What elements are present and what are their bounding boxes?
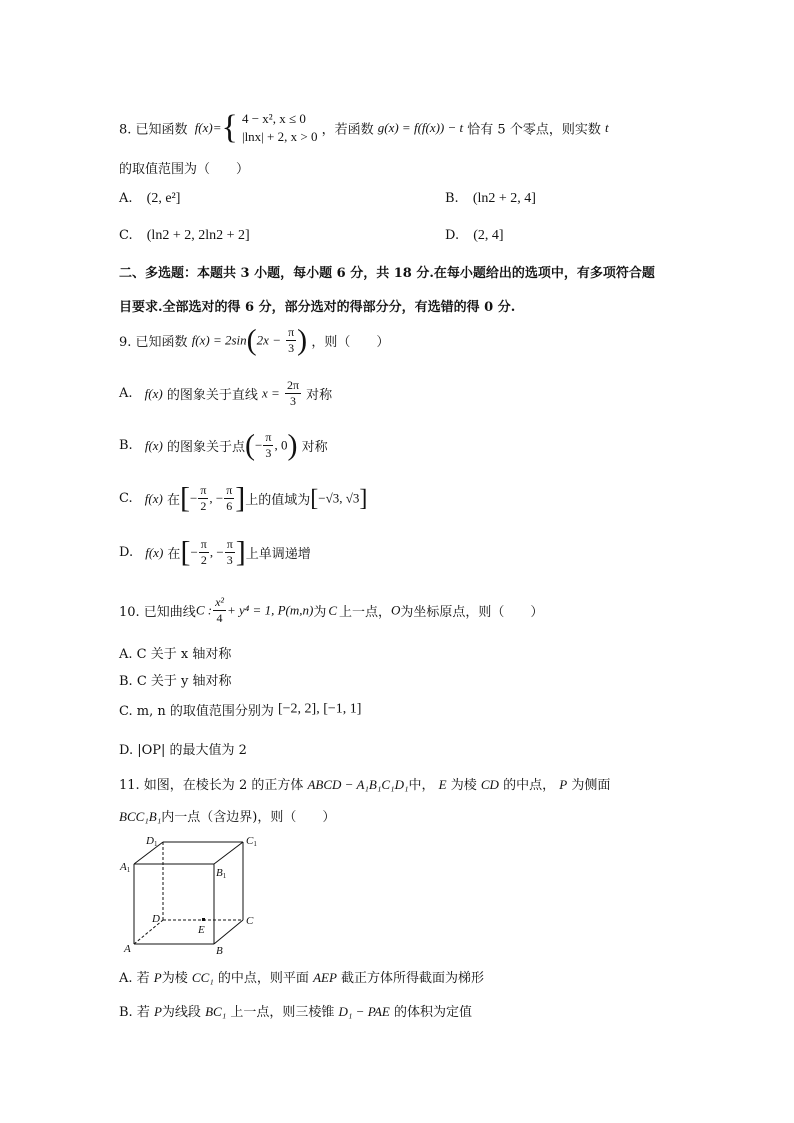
- q10-frac-num: x²: [215, 595, 224, 609]
- q8-piece1: 4 − x², x ≤ 0: [241, 111, 306, 126]
- q11-option-b-p: P: [153, 1004, 162, 1019]
- label-a1: A1: [120, 861, 131, 874]
- q9-option-a-fraction: [285, 378, 301, 409]
- q8-option-b-label: B.: [445, 191, 459, 206]
- q9-option-c-range: −√3, √3: [318, 490, 360, 506]
- q9-option-d-text1: 在: [167, 547, 181, 562]
- q10-option-d[interactable]: D. |OP| 的最大值为 2: [119, 743, 247, 758]
- q11-line2: [119, 806, 335, 825]
- q9-option-c-num1: π: [200, 483, 207, 497]
- q11-cube: ABCD − A₁B₁C₁D₁: [307, 777, 409, 792]
- q11-cd: CD: [480, 777, 499, 792]
- q8-stem: 8. 已知函数 f(x)={ 4 − x², x ≤ 0 |lnx| + 2, x > 0 ，若函数 g(x) = f(f(x)) − t 恰有 5 个零点，则实数 t: [119, 109, 609, 146]
- q9-option-b-den: 3: [265, 446, 272, 460]
- label-e: E: [198, 924, 205, 936]
- q8-option-d-label: D.: [445, 228, 460, 243]
- q10-option-c[interactable]: [119, 700, 361, 724]
- q10-suffix1: 为: [313, 605, 327, 620]
- q9-option-d-num2: π: [226, 537, 233, 551]
- q8-prefix: 8. 已知函数: [119, 122, 188, 138]
- q8-option-b-text: (ln2 + 2, 4]: [472, 191, 536, 206]
- label-d: D: [152, 913, 160, 925]
- q9-option-d-frac2: [225, 537, 235, 568]
- q11-option-a-cc1: CC₁: [191, 970, 214, 985]
- q10-curve-c: C :: [195, 602, 213, 618]
- q11-option-a-pre: A. 若: [119, 971, 150, 986]
- q8-piece2: |lnx| + 2, x > 0: [241, 129, 318, 144]
- q11-option-b[interactable]: [119, 1001, 472, 1020]
- q8-piecewise: [242, 110, 317, 146]
- q8-option-a-text: (2, e²]: [146, 191, 181, 206]
- section2-line2: 目要求.全部选对的得 6 分，部分选对的得部分分，有选错的得 0 分.: [119, 300, 516, 315]
- q11-option-a-p: P: [153, 970, 162, 985]
- q11-line1-a: 11. 如图，在棱长为 2 的正方体: [119, 778, 304, 793]
- cube-figure: [118, 832, 268, 957]
- q9-option-a-den: 3: [289, 394, 296, 408]
- q11-line1-e: 为侧面: [571, 778, 611, 793]
- q9-option-b[interactable]: B. f(x) 的图象关于点(− $\frac{\pi}{3}$ , 0) 对称: [119, 428, 328, 462]
- q9-option-c-den1: 2: [200, 499, 207, 513]
- q11-option-a-mid: 为棱: [161, 971, 188, 986]
- label-b: B: [216, 945, 223, 957]
- q9-option-b-text1: 的图象关于点: [167, 440, 246, 455]
- label-d1: D1: [146, 835, 158, 848]
- q9-option-c[interactable]: C. f(x) 在[− $\frac{\pi}{2}$ , − $\frac{\pi}{6}$ ]上的值域为[−√3, √3]: [119, 481, 368, 515]
- edge-b-c: [214, 920, 243, 944]
- q10-option-c-pre: C. m, n 的取值范围分别为: [119, 704, 274, 719]
- q9-option-c-text1: 在: [166, 493, 180, 508]
- q9-option-c-text2: 上的值域为: [245, 493, 311, 508]
- q11-line1-c: 为棱: [450, 778, 477, 793]
- q11-face: BCC₁B₁: [119, 809, 162, 824]
- q10-fraction: [213, 595, 226, 626]
- q9-option-a-text1: 的图象关于直线: [166, 388, 258, 403]
- q8-line2: 的取值范围为（ ）: [119, 162, 250, 177]
- section2-line1: 二、多选题：本题共 3 小题，每小题 6 分，共 18 分.在每小题给出的选项中，有多项符合题: [119, 266, 655, 281]
- label-a: A: [124, 943, 131, 955]
- q9-option-c-frac1: [198, 483, 208, 514]
- q11-option-a-tail: 截正方体所得截面为梯形: [341, 971, 485, 986]
- q11-line2-rest: 内一点（含边界)，则（ ）: [161, 810, 336, 825]
- q9-option-a-text2: 对称: [306, 388, 333, 403]
- q9-option-d-den1: 2: [200, 553, 207, 567]
- q9-option-a-x: x =: [262, 385, 280, 401]
- q9-function: f(x) = 2sin: [191, 332, 247, 348]
- q9-frac-den: 3: [288, 341, 295, 355]
- q9-option-a[interactable]: [119, 378, 332, 414]
- q10-option-c-range: [−2, 2], [−1, 1]: [278, 701, 362, 717]
- q9-option-a-label: A.: [119, 386, 133, 401]
- q9-option-d-text2: 上单调递增: [245, 547, 311, 562]
- q8-suffix: 恰有 5 个零点，则实数: [467, 122, 601, 138]
- q9-option-d-den2: 3: [226, 553, 233, 567]
- q8-option-a-label: A.: [119, 191, 133, 206]
- q9-option-c-frac2: [224, 483, 234, 514]
- q11-option-a[interactable]: [119, 967, 484, 986]
- q11-line1-b: 中，: [408, 778, 435, 793]
- q11-option-b-mid: 为线段: [161, 1005, 201, 1020]
- q8-function: f(x)=: [194, 120, 222, 135]
- q11-option-b-pre: B. 若: [119, 1005, 150, 1020]
- q8-option-a[interactable]: [119, 191, 180, 207]
- label-c: C: [246, 915, 254, 927]
- q8-var-t: t: [604, 120, 609, 135]
- label-c1: C1: [246, 835, 257, 848]
- q8-option-c-text: (ln2 + 2, 2ln2 + 2]: [146, 228, 250, 243]
- q9-prefix: 9. 已知函数: [119, 335, 188, 350]
- q11-line1-d: 的中点，: [503, 778, 556, 793]
- q8-option-d-text: (2, 4]: [473, 228, 504, 243]
- q9-option-c-fx: f(x): [144, 490, 163, 506]
- q11-option-b-d1pae: D₁ − PAE: [338, 1004, 390, 1019]
- q9-option-b-tail: , 0: [274, 437, 288, 453]
- q8-option-b[interactable]: [445, 191, 536, 207]
- q11-option-a-mid2: 的中点，则平面: [217, 971, 309, 986]
- q8-mid: ，若函数: [321, 122, 374, 138]
- edge-b1-c1: [214, 842, 243, 864]
- q9-option-b-text2: 对称: [301, 440, 328, 455]
- q9-option-c-num2: π: [226, 483, 233, 497]
- q10-option-a[interactable]: A. C 关于 x 轴对称: [119, 647, 232, 662]
- q10-stem: [119, 595, 543, 633]
- q9-option-b-fraction: [263, 430, 273, 461]
- q9-option-d[interactable]: D. f(x) 在[− $\frac{\pi}{2}$ , − $\frac{\pi}{3}$ ]上单调递增: [119, 535, 311, 569]
- q9-stem: 9. 已知函数 f(x) = 2sin(2x − $\frac{\pi}{3}$ ) ，则（ ）: [119, 323, 390, 357]
- q11-option-b-bc1: BC₁: [205, 1004, 227, 1019]
- q10-c: C: [328, 602, 338, 618]
- q9-option-a-fx: f(x): [144, 385, 163, 401]
- q10-equation: + y⁴ = 1, P(m,n): [227, 602, 314, 618]
- q11-p: P: [559, 777, 568, 792]
- q9-option-d-num1: π: [200, 537, 207, 551]
- q11-option-b-tail: 的体积为定值: [393, 1005, 472, 1020]
- q9-option-c-den2: 6: [226, 499, 233, 513]
- point-e-marker: [202, 918, 205, 921]
- q8-option-c[interactable]: [119, 228, 250, 244]
- q8-g-function: g(x) = f(f(x)) − t: [377, 120, 464, 135]
- q10-suffix2: 上一点，: [339, 605, 392, 620]
- q10-option-b[interactable]: B. C 关于 y 轴对称: [119, 674, 232, 689]
- q10-o: O: [391, 602, 401, 618]
- q9-fraction: [286, 325, 296, 356]
- q8-option-d[interactable]: [445, 228, 504, 244]
- q11-line1: [119, 774, 610, 793]
- q9-option-d-fx: f(x): [145, 544, 164, 560]
- q10-prefix: 10. 已知曲线: [119, 605, 196, 620]
- q11-option-b-mid2: 上一点，则三棱锥: [230, 1005, 335, 1020]
- q9-option-b-minus: −: [255, 437, 263, 453]
- q9-option-d-frac1: [199, 537, 209, 568]
- q11-option-a-aep: AEP: [313, 970, 337, 985]
- q9-inner: 2x −: [256, 332, 281, 348]
- q9-option-b-fx: f(x): [144, 437, 163, 453]
- q8-option-c-label: C.: [119, 228, 133, 243]
- q9-option-b-label: B.: [119, 438, 133, 453]
- q9-option-c-label: C.: [119, 491, 133, 506]
- q9-option-a-num: 2π: [286, 378, 300, 392]
- q10-suffix3: 为坐标原点，则（ ）: [400, 605, 544, 620]
- q9-suffix: ，则（ ）: [311, 335, 390, 350]
- q9-option-d-label: D.: [119, 545, 134, 560]
- q9-option-b-num: π: [265, 430, 272, 444]
- label-b1: B1: [216, 867, 227, 880]
- q9-frac-num: π: [288, 325, 295, 339]
- q11-e: E: [438, 777, 447, 792]
- q10-frac-den: 4: [216, 611, 223, 625]
